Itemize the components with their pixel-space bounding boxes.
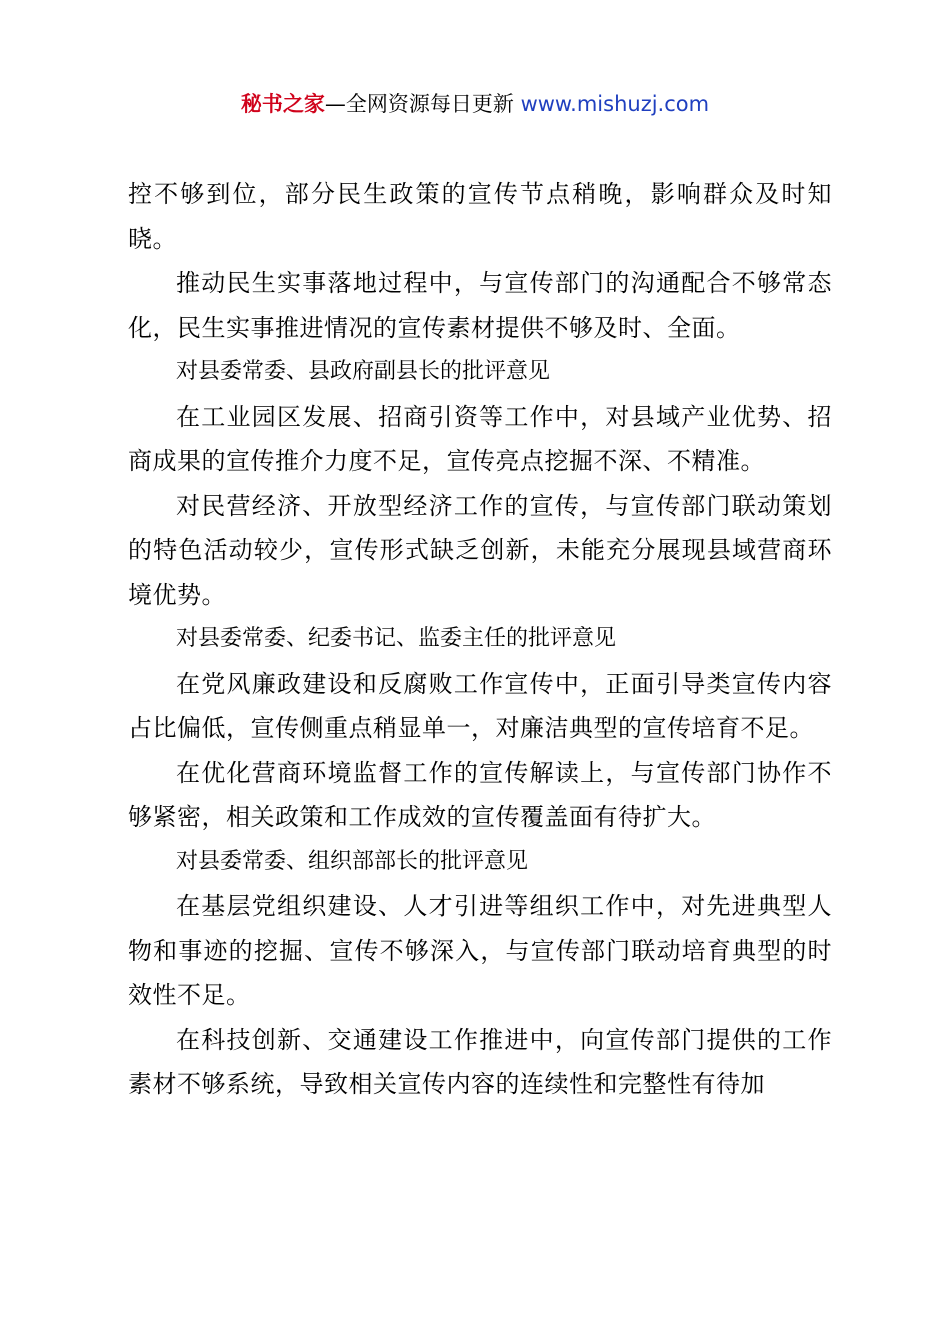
paragraph: 在科技创新、交通建设工作推进中，向宣传部门提供的工作素材不够系统，导致相关宣传内容的连续性和完整性有待加 — [128, 1025, 832, 1098]
site-brand: 秘书之家 — [240, 92, 325, 116]
paragraph-continued: 控不够到位，部分民生政策的宣传节点稍晚，影响群众及时知晓。 — [128, 180, 832, 253]
section-heading: 对县委常委、组织部部长的批评意见 — [176, 848, 529, 874]
site-url-link[interactable]: www.mishuzj.com — [520, 92, 710, 116]
section-heading: 对县委常委、纪委书记、监委主任的批评意见 — [176, 626, 617, 651]
paragraph: 推动民生实事落地过程中，与宣传部门的沟通配合不够常态化，民生实事推进情况的宣传素材提供不够及时、全面。 — [128, 269, 832, 342]
site-header — [0, 88, 950, 120]
section-heading: 对县委常委、县政府副县长的批评意见 — [176, 359, 551, 384]
paragraph: 在党风廉政建设和反腐败工作宣传中，正面引导类宣传内容占比偏低，宣传侧重点稍显单一，对廉洁典型的宣传培育不足。 — [128, 669, 832, 742]
paragraph: 在工业园区发展、招商引资等工作中，对县域产业优势、招商成果的宣传推介力度不足，宣传亮点挖掘不深、不精准。 — [128, 402, 832, 475]
site-tagline: —全网资源每日更新 — [324, 92, 514, 116]
document-body — [128, 172, 832, 1107]
paragraph: 在基层党组织建设、人才引进等组织工作中，对先进典型人物和事迹的挖掘、宣传不够深入，与宣传部门联动培育典型的时效性不足。 — [128, 892, 832, 1009]
paragraph: 在优化营商环境监督工作的宣传解读上，与宣传部门协作不够紧密，相关政策和工作成效的宣传覆盖面有待扩大。 — [128, 758, 832, 831]
paragraph: 对民营经济、开放型经济工作的宣传，与宣传部门联动策划的特色活动较少，宣传形式缺乏创新，未能充分展现县域营商环境优势。 — [128, 491, 832, 609]
